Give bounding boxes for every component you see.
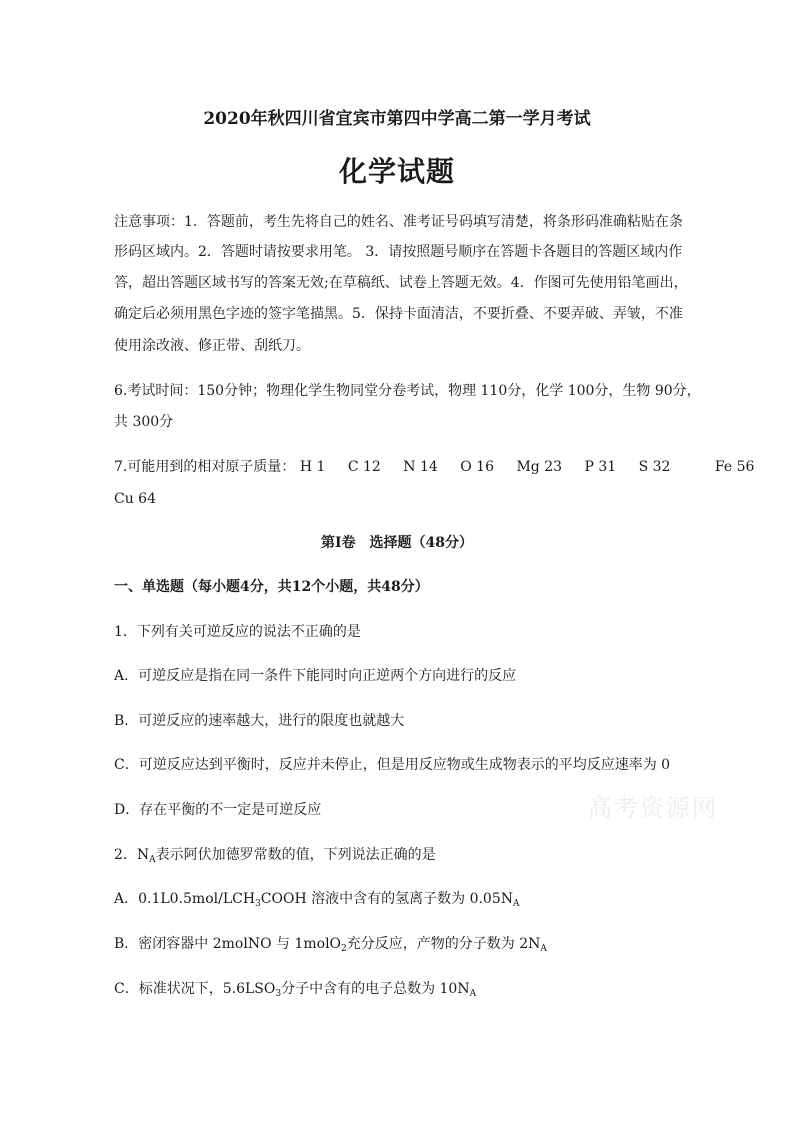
atomic-mass-item: Fe 56 xyxy=(714,459,755,475)
exam-title: 2020年秋四川省宜宾市第四中学高二第一学月考试 xyxy=(203,109,591,129)
question-1-option-a: A．可逆反应是指在同一条件下能同时向正逆两个方向进行的反应 xyxy=(114,668,517,684)
option-text: C．标准状况下，5.6LSO xyxy=(114,981,276,997)
subject-title: 化学试题 xyxy=(338,155,455,188)
atomic-mass-item: P 31 xyxy=(584,459,617,475)
subscript: A xyxy=(513,899,520,909)
option-text: B．密闭容器中 2molNO 与 1molO xyxy=(114,936,342,952)
notes-line: 答，超出答题区域书写的答案无效;在草稿纸、试卷上答题无效。4．作图可先使用铅笔画出， xyxy=(114,275,688,291)
question-2-option-b xyxy=(114,934,547,954)
subscript: A xyxy=(540,944,547,954)
part-heading: 一、单选题（每小题4分，共12个小题，共48分） xyxy=(114,579,429,595)
question-2-option-a xyxy=(114,889,520,909)
option-text: 充分反应，产物的分子数为 2N xyxy=(346,936,541,952)
question-1-option-b: B．可逆反应的速率越大，进行的限度也就越大 xyxy=(114,713,405,729)
notes-line: 使用涂改液、修正带、刮纸刀。 xyxy=(114,338,310,354)
question-2-stem xyxy=(114,845,436,865)
question-2-option-c xyxy=(114,979,476,999)
notes-line: 确定后必须用黑色字迹的签字笔描黑。5．保持卡面清洁，不要折叠、不要弄破、弄皱，不准 xyxy=(114,306,683,322)
subscript: 2 xyxy=(341,944,347,954)
atomic-mass-label: 7.可能用到的相对原子质量： xyxy=(114,459,296,475)
subscript: A xyxy=(469,989,477,999)
question-1-option-c: C．可逆反应达到平衡时，反应并未停止，但是用反应物或生成物表示的平均反应速率为 0 xyxy=(114,757,671,773)
question-1-stem: 1．下列有关可逆反应的说法不正确的是 xyxy=(114,624,361,640)
question-2-stem-text: 表示阿伏加德罗常数的值，下列说法正确的是 xyxy=(155,847,436,863)
atomic-mass-item: H 1 xyxy=(299,459,326,475)
option-text: COOH 溶液中含有的氢离子数为 0.05N xyxy=(260,891,513,907)
subscript: 3 xyxy=(275,989,282,999)
question-2-stem-text: 2．N xyxy=(114,847,150,863)
atomic-mass-item: S 32 xyxy=(638,459,671,475)
subscript: 3 xyxy=(255,899,261,909)
watermark: 高考资源网 xyxy=(588,794,718,822)
exam-score-line: 共 300分 xyxy=(114,414,174,430)
option-text: 分子中含有的电子总数为 10N xyxy=(281,981,470,997)
atomic-mass-item: N 14 xyxy=(403,459,438,475)
atomic-mass-item: Mg 23 xyxy=(516,459,563,475)
atomic-mass-item: O 16 xyxy=(460,459,494,475)
atomic-mass-row-2: Cu 64 xyxy=(114,491,156,507)
atomic-mass-item: C 12 xyxy=(347,459,381,475)
atomic-mass-row xyxy=(114,457,754,477)
exam-time-line: 6.考试时间：150分钟；物理化学生物同堂分卷考试，物理 110分，化学 100分，生物 90分， xyxy=(114,383,701,399)
subscript: A xyxy=(149,855,156,865)
section-heading: 第Ⅰ卷 选择题（48分） xyxy=(320,535,474,551)
question-1-option-d: D．存在平衡的不一定是可逆反应 xyxy=(114,802,322,818)
notes-line: 形码区域内。2．答题时请按要求用笔。 3．请按照题号顺序在答题卡各题目的答题区域内作 xyxy=(114,244,683,260)
notes-line: 注意事项：1．答题前，考生先将自己的姓名、准考证号码填写清楚，将条形码准确粘贴在条 xyxy=(114,214,683,230)
option-text: A．0.1L0.5mol/LCH xyxy=(114,891,256,907)
